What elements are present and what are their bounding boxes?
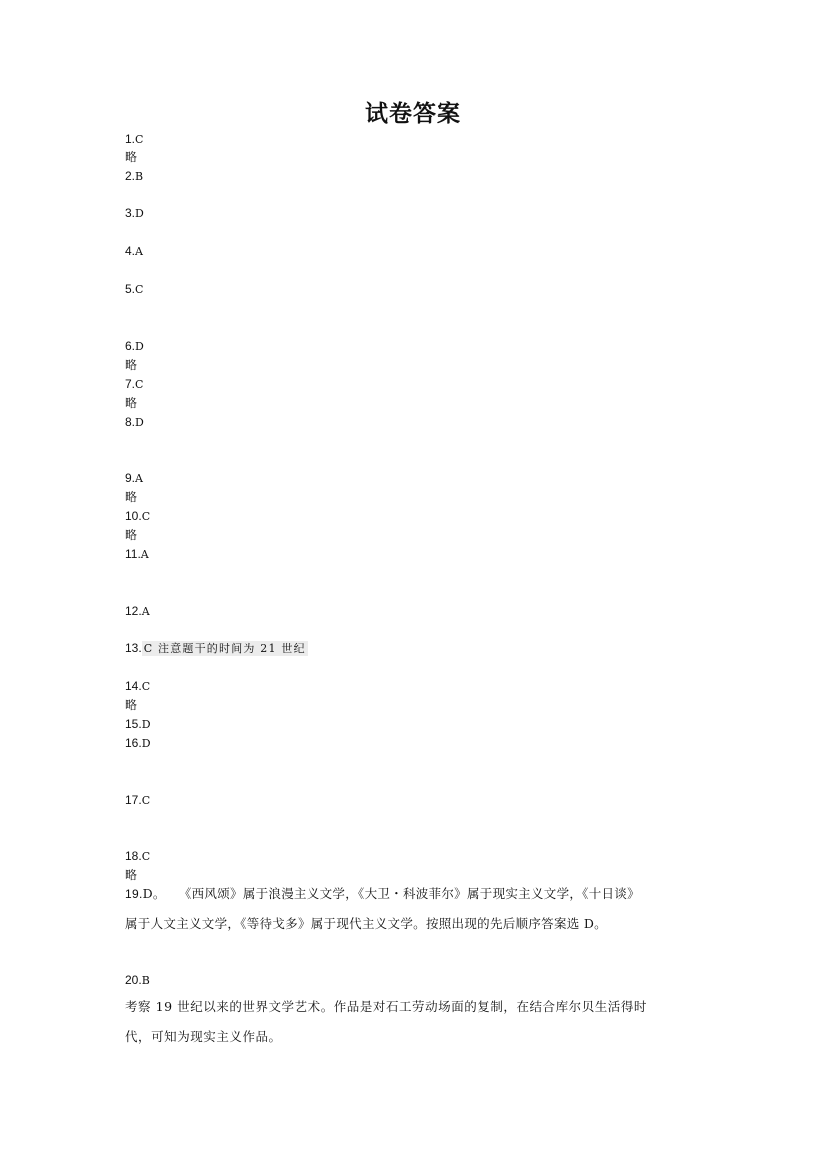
answer-note: 略 <box>125 396 138 410</box>
answer-line <box>125 242 143 261</box>
answer-line <box>125 204 144 223</box>
answer-note: 略 <box>125 150 138 164</box>
question-number: 2. <box>125 169 136 183</box>
answer-letter: A <box>141 605 150 618</box>
answer-letter: B <box>141 974 150 987</box>
answer-letter: B <box>135 170 144 183</box>
question-number: 3. <box>125 206 136 220</box>
answer-note: 略 <box>125 528 138 542</box>
answer-line <box>125 791 150 810</box>
answer-line <box>125 375 143 394</box>
question-number: 19. <box>125 887 143 901</box>
answer-line <box>125 677 150 696</box>
answer-line <box>125 337 144 356</box>
answer-note: 略 <box>125 698 138 712</box>
answer-letter: D <box>135 340 144 353</box>
answer-line <box>125 847 150 866</box>
question-number: 12. <box>125 604 142 618</box>
question-number: 16. <box>125 736 142 750</box>
answer-letter: D。 <box>142 886 160 901</box>
question-number: 10. <box>125 509 142 523</box>
explanation-line: 属于人文主义文学，《等待戈多》属于现代主义文学。按照出现的先后顺序答案选 D。 <box>125 916 607 931</box>
answer-letter: D <box>141 737 151 750</box>
answer-inline-note: 注意题干的时间为 21 世纪 <box>153 642 306 655</box>
question-number: 18. <box>125 849 142 863</box>
question-number: 8. <box>125 415 136 429</box>
answer-letter: C <box>135 133 144 146</box>
answer-explanation <box>125 992 703 1052</box>
answer-letter: C <box>143 642 154 655</box>
question-number: 11. <box>125 547 141 561</box>
answer-letter: D <box>135 416 144 429</box>
answer-letter: C <box>141 510 151 523</box>
answer-note: 略 <box>125 868 138 882</box>
answer-explanation <box>125 879 703 939</box>
answer-line <box>125 507 150 526</box>
answer-letter: C <box>135 378 144 391</box>
explanation-line: 考察 19 世纪以来的世界文学艺术。作品是对石工劳动场面的复制，在结合库尔贝生活得时 <box>125 999 647 1014</box>
answer-letter: C <box>141 680 151 693</box>
explanation-text: 《西风颂》属于浪漫主义文学，《大卫・科波菲尔》属于现实主义文学，《十日谈》 <box>159 886 640 901</box>
answer-line <box>125 639 308 658</box>
question-number: 6. <box>125 339 136 353</box>
explanation-line <box>125 879 703 909</box>
answer-letter: A <box>135 472 143 485</box>
question-number: 13. <box>125 641 142 655</box>
answer-line <box>125 715 151 734</box>
question-number: 7. <box>125 377 136 391</box>
question-number: 5. <box>125 282 136 296</box>
question-number: 9. <box>125 471 136 485</box>
answer-line <box>125 734 151 753</box>
question-number: 17. <box>125 793 142 807</box>
answer-line <box>125 130 143 149</box>
question-number: 14. <box>125 679 142 693</box>
answer-note: 略 <box>125 358 138 372</box>
answer-highlighted-note <box>142 641 308 656</box>
answer-letter: A <box>140 548 149 561</box>
answer-line <box>125 469 143 488</box>
answer-line <box>125 602 150 621</box>
explanation-line: 代，可知为现实主义作品。 <box>125 1029 282 1044</box>
answer-line <box>125 971 150 990</box>
answer-note: 略 <box>125 490 138 504</box>
answer-letter: C <box>135 283 144 296</box>
answer-letter: D <box>141 718 151 731</box>
question-number: 1. <box>125 132 136 146</box>
answer-letter: D <box>135 207 144 220</box>
question-number: 15. <box>125 717 142 731</box>
answer-line <box>125 413 144 432</box>
question-number: 20. <box>125 973 142 987</box>
answer-line <box>125 545 149 564</box>
answer-letter: A <box>135 245 143 258</box>
answer-letter: C <box>141 794 151 807</box>
page-title: 试卷答案 <box>365 101 461 127</box>
answer-line <box>125 280 143 299</box>
question-number: 4. <box>125 244 136 258</box>
answer-line <box>125 167 143 186</box>
answer-letter: C <box>141 850 151 863</box>
